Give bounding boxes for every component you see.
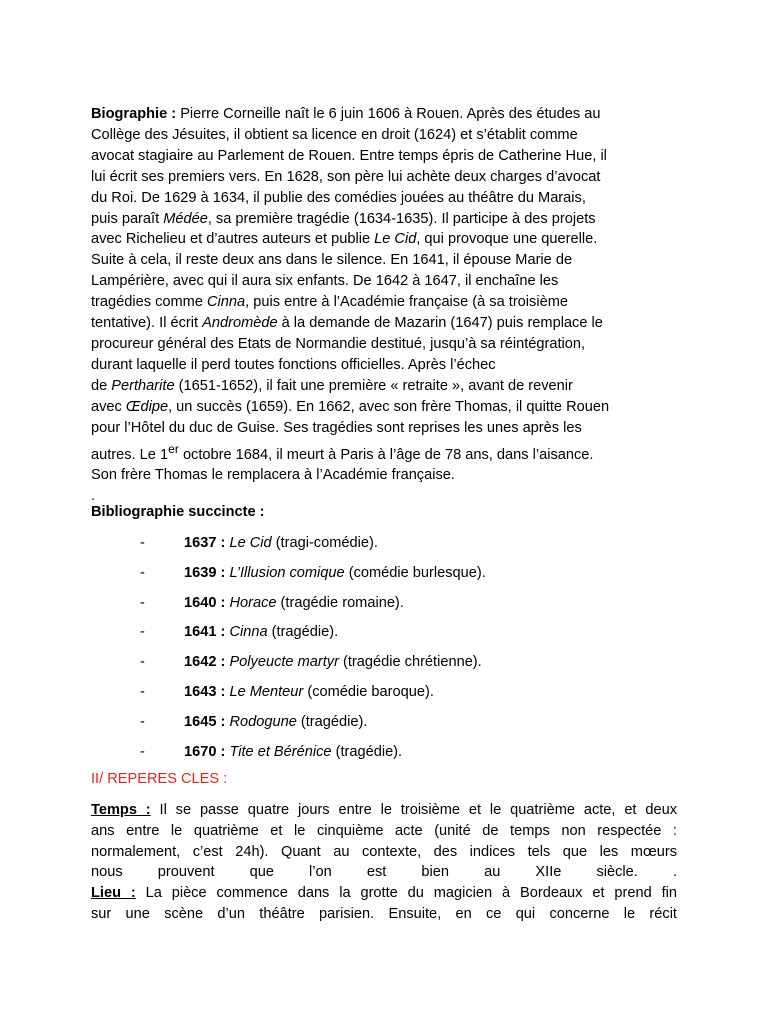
lieu-paragraph — [91, 883, 677, 925]
list-dash: - — [140, 594, 145, 611]
list-dash: - — [140, 564, 145, 581]
list-genre: (tragédie). — [296, 713, 368, 730]
bibliography-title: Bibliographie succincte : — [91, 504, 265, 520]
bio-line-8: Suite à cela, il reste deux ans dans le silence. En 1641, il épouse Marie de — [91, 252, 573, 269]
list-item — [0, 712, 768, 742]
lieu-line-2: sur une scène d’un théâtre parisien. Ensuite, en ce qui concerne le récit — [91, 905, 677, 922]
list-item — [0, 593, 768, 623]
list-work-title: Le Menteur — [229, 683, 304, 700]
lieu-line-1: Lieu : La pièce commence dans la grotte du magicien à Bordeaux et prend fin — [91, 885, 677, 901]
work-title-andromede: Andromède — [202, 315, 278, 332]
stray-dot: . — [91, 487, 95, 503]
list-dash: - — [140, 654, 145, 671]
list-dash: - — [140, 683, 145, 700]
bio-line-7: avec Richelieu et d’autres auteurs et publie Le Cid, qui provoque une querelle. — [91, 231, 598, 248]
bio-line-3: avocat stagiaire au Parlement de Rouen. Entre temps épris de Catherine Hue, il — [91, 147, 607, 164]
list-genre: (tragédie romaine). — [276, 594, 404, 611]
temps-paragraph — [91, 800, 677, 883]
temps-line-2: ans entre le quatrième et le cinquième acte (unité de temps non respectée : — [91, 822, 677, 839]
list-year: 1639 : — [184, 564, 226, 581]
bio-line-12: procureur général des Etats de Normandie destitué, jusqu’à sa réintégration, — [91, 335, 586, 352]
list-genre: (tragédie chrétienne). — [338, 654, 482, 671]
list-dash: - — [140, 713, 145, 730]
list-work-title: Horace — [229, 594, 277, 611]
work-title-cinna: Cinna — [207, 294, 246, 311]
bio-line-6: puis paraît Médée, sa première tragédie (1634-1635). Il participe à des projets — [91, 210, 596, 227]
list-item — [0, 682, 768, 712]
list-work-title: Rodogune — [229, 713, 297, 730]
list-genre: (tragédie). — [267, 624, 339, 641]
list-item — [0, 533, 768, 563]
work-title-medee: Médée — [163, 210, 208, 227]
list-item — [0, 563, 768, 593]
temps-line-3: normalement, c’est 24h). Quant au contexte, des indices tels que les mœurs — [91, 843, 677, 860]
list-year: 1642 : — [184, 654, 226, 671]
bio-line-18: Son frère Thomas le remplacera à l’Académie française. — [91, 467, 455, 484]
bio-line-4: lui écrit ses premiers vers. En 1628, son père lui achète deux charges d’avocat — [91, 168, 601, 185]
bio-line-14: de Pertharite (1651-1652), il fait une première « retraite », avant de revenir — [91, 377, 573, 394]
list-genre: (comédie burlesque). — [344, 564, 486, 581]
bio-line-1: Biographie : Pierre Corneille naît le 6 juin 1606 à Rouen. Après des études au — [91, 106, 601, 122]
temps-line-4: nous prouvent que l’on est bien au XIIe siècle. . — [91, 864, 677, 881]
list-year: 1645 : — [184, 713, 226, 730]
temps-label: Temps : — [91, 802, 151, 818]
section-heading: II/ REPERES CLES : — [91, 771, 228, 787]
list-year: 1670 : — [184, 743, 226, 760]
list-dash: - — [140, 624, 145, 641]
list-item — [0, 742, 768, 772]
list-genre: (tragi-comédie). — [271, 535, 378, 551]
bibliography-list — [0, 533, 768, 771]
ordinal-superscript: er — [168, 441, 179, 456]
list-work-title: Tite et Bérénice — [229, 743, 332, 760]
bio-line-13: durant laquelle il perd toutes fonctions officielles. Après l’échec — [91, 356, 496, 373]
work-title-le-cid: Le Cid — [374, 231, 417, 248]
biography-label: Biographie : — [91, 106, 177, 122]
biography-paragraph — [91, 104, 681, 486]
bio-line-2: Collège des Jésuites, il obtient sa licence en droit (1624) et s’établit comme — [91, 126, 578, 143]
list-genre: (tragédie). — [331, 743, 403, 760]
bio-line-17: autres. Le 1er octobre 1684, il meurt à Paris à l’âge de 78 ans, dans l’aisance. — [91, 441, 594, 463]
bio-line-16: pour l’Hôtel du duc de Guise. Ses tragédies sont reprises les unes après les — [91, 419, 582, 436]
list-work-title: L’Illusion comique — [229, 564, 345, 581]
list-genre: (comédie baroque). — [303, 683, 434, 700]
list-year: 1641 : — [184, 624, 226, 641]
bio-line-11: tentative). Il écrit Andromède à la demande de Mazarin (1647) puis remplace le — [91, 315, 603, 332]
list-dash: - — [140, 743, 145, 760]
bio-line-10: tragédies comme Cinna, puis entre à l’Académie française (à sa troisième — [91, 294, 568, 311]
bio-line-5: du Roi. De 1629 à 1634, il publie des comédies jouées au théâtre du Marais, — [91, 189, 586, 206]
bio-line-15: avec Œdipe, un succès (1659). En 1662, avec son frère Thomas, il quitte Rouen — [91, 398, 610, 415]
work-title-oedipe: Œdipe — [125, 398, 169, 415]
list-work-title: Polyeucte martyr — [229, 654, 339, 671]
bio-line-9: Lampérière, avec qui il aura six enfants. De 1642 à 1647, il enchaîne les — [91, 273, 559, 290]
list-year: 1637 : — [184, 535, 226, 551]
list-item — [0, 622, 768, 652]
list-dash: - — [140, 535, 145, 551]
lieu-label: Lieu : — [91, 885, 136, 901]
list-item — [0, 652, 768, 682]
work-title-pertharite: Pertharite — [111, 377, 175, 394]
list-work-title: Le Cid — [229, 535, 272, 551]
list-year: 1643 : — [184, 683, 226, 700]
list-work-title: Cinna — [229, 624, 268, 641]
temps-line-1: Temps : Il se passe quatre jours entre le troisième et le quatrième acte, et deux — [91, 802, 677, 818]
list-year: 1640 : — [184, 594, 226, 611]
